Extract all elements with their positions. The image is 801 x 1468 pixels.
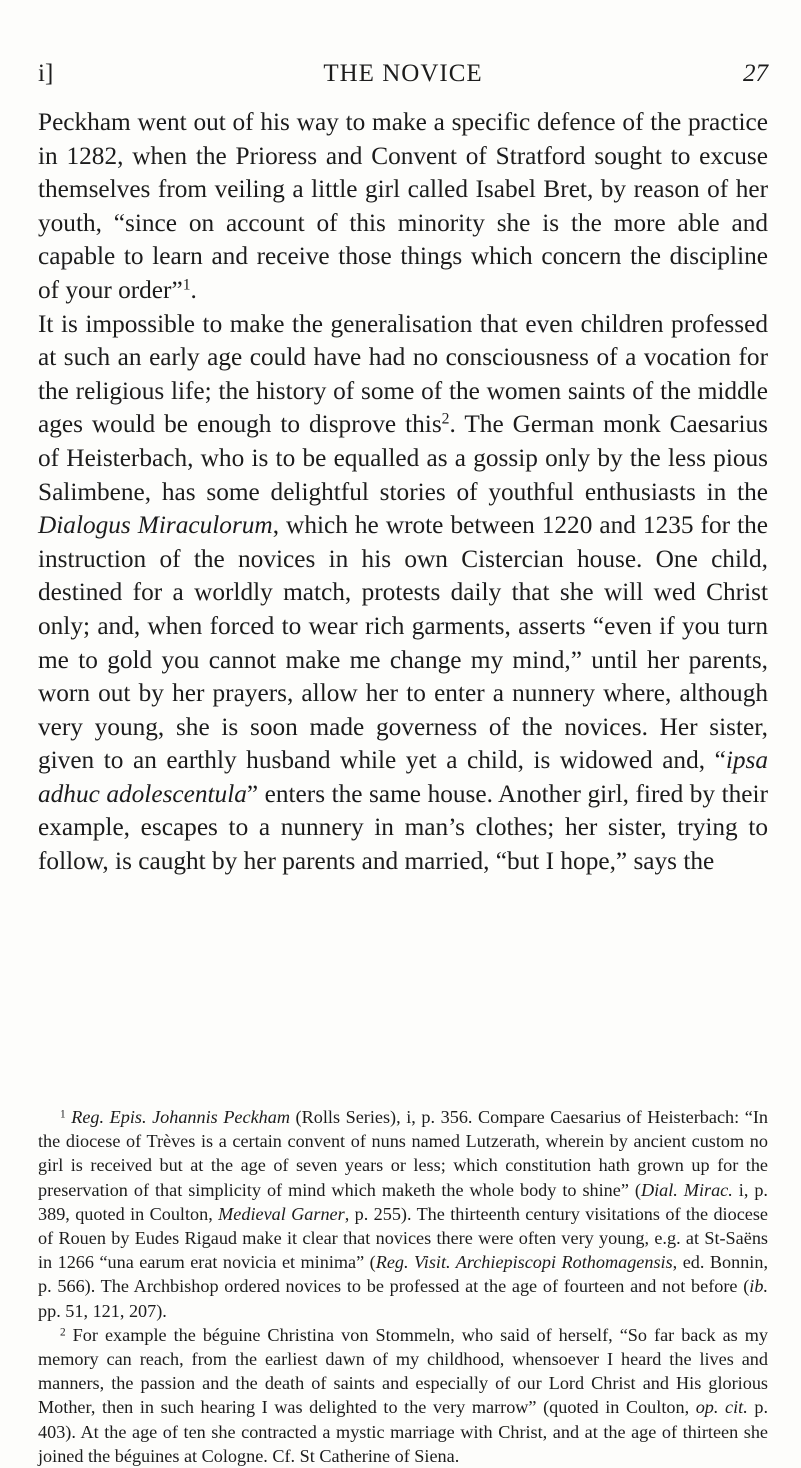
text-run: . [190, 275, 197, 304]
footnotes [38, 1105, 768, 1468]
citation-abbrev: ib. [749, 1276, 768, 1297]
running-title: THE NOVICE [323, 60, 483, 87]
citation-abbrev: op. cit. [695, 1397, 748, 1418]
text-run: . The German monk Caesarius of Heisterbach, who is to be equalled as a gossip only by the less pious Salimbene, has some delightful stories of youthful enthusiasts in the [38, 410, 769, 506]
footnote-number: 1 [60, 1108, 66, 1121]
text-run: , which he wrote between 1220 and 1235 for the instruction of the novices in his own Cistercian house. One child, destined for a worldly match, protests daily that she will wed Christ only; and, when forced to wear rich garments, asserts “even if you turn me to gold you cannot make me change my mind,” until her parents, worn out by her prayers, allow her to enter a nunnery where, although very young, she is soon made governess of the novices. Her sister, given to an earthly husband while yet a child, is widowed and, “ [38, 511, 768, 775]
citation-title: Dial. Mirac. [640, 1179, 733, 1200]
text-run: pp. 51, 121, 207). [38, 1300, 167, 1321]
text-run: p. 403). At the age of ten she contracted a mystic marriage with Christ, and at the age of thirteen she joined the béguines at Cologne. Cf. St Catherine of Siena. [38, 1397, 768, 1466]
citation-title: Medieval Garner [218, 1203, 345, 1224]
footnote-2 [38, 1323, 768, 1468]
paragraph-2 [38, 308, 768, 879]
latin-phrase: ipsa adhuc adolescentula [38, 746, 768, 808]
footnote-ref-1: 1 [182, 276, 191, 294]
text-run: ” enters the same house. Another girl, fired by their example, escapes to a nunnery in man’s clothes; her sister, trying to follow, is caught by her parents and married, “but I hope,” says the [38, 779, 768, 876]
text-run: , ed. Bonnin, p. 566). The Archbishop ordered novices to be professed at the age of fourteen and not before ( [38, 1252, 768, 1297]
footnote-1 [38, 1105, 768, 1323]
text-run: Peckham went out of his way to make a specific defence of the practice in 1282, when the Prioress and Convent of Stratford sought to excuse themselves from veiling a little girl called Isabel Bret, by reason of her youth, “since on account of this minority she is the more able and capable to learn and receive those things which concern the discipline of your order” [38, 108, 768, 304]
text-run: It is impossible to make the generalisation that even children professed at such an early age could have had no consciousness of a vocation for the religious life; the history of some of the women saints of the middle ages would be enough to disprove this [38, 309, 768, 439]
text-run: (Rolls Series), i, p. 356. Compare Caesarius of Heisterbach: “In the diocese of Trèves is a certain convent of nuns named Lutzerath, wherein by ancient custom no girl is received but at the age of seven years or less; which constitution hath grown up for the preservation of that simplicity of mind which maketh the whole body to shine” ( [38, 1107, 768, 1200]
footnote-number: 2 [60, 1326, 66, 1339]
paragraph-1 [38, 106, 768, 308]
citation-title: Reg. Epis. Johannis Peckham [71, 1107, 290, 1127]
page-number: 27 [743, 60, 768, 87]
citation-title: Reg. Visit. Archiepiscopi Rothomagensis [375, 1252, 673, 1273]
running-header [38, 60, 768, 96]
main-text [38, 106, 768, 879]
text-run: For example the béguine Christina von Stommeln, who said of herself, “So far back as my memory can reach, from the earliest dawn of my childhood, whensoever I heard the lives and manners, the passion and the death of saints and especially of our Lord Christ and His glorious Mother, then in such hearing I was delighted to the very marrow” (quoted in Coulton, [38, 1324, 768, 1418]
footnote-ref-2: 2 [441, 410, 450, 428]
text-run: i, p. 389, quoted in Coulton, [38, 1179, 768, 1224]
text-run: , p. 255). The thirteenth century visitations of the diocese of Rouen by Eudes Rigaud make it clear that novices there were often very young, e.g. at St-Saëns in 1266 “una earum erat novicia et minima” ( [38, 1203, 768, 1273]
book-title: Dialogus Miraculorum [38, 511, 273, 540]
chapter-number: i] [38, 60, 54, 87]
